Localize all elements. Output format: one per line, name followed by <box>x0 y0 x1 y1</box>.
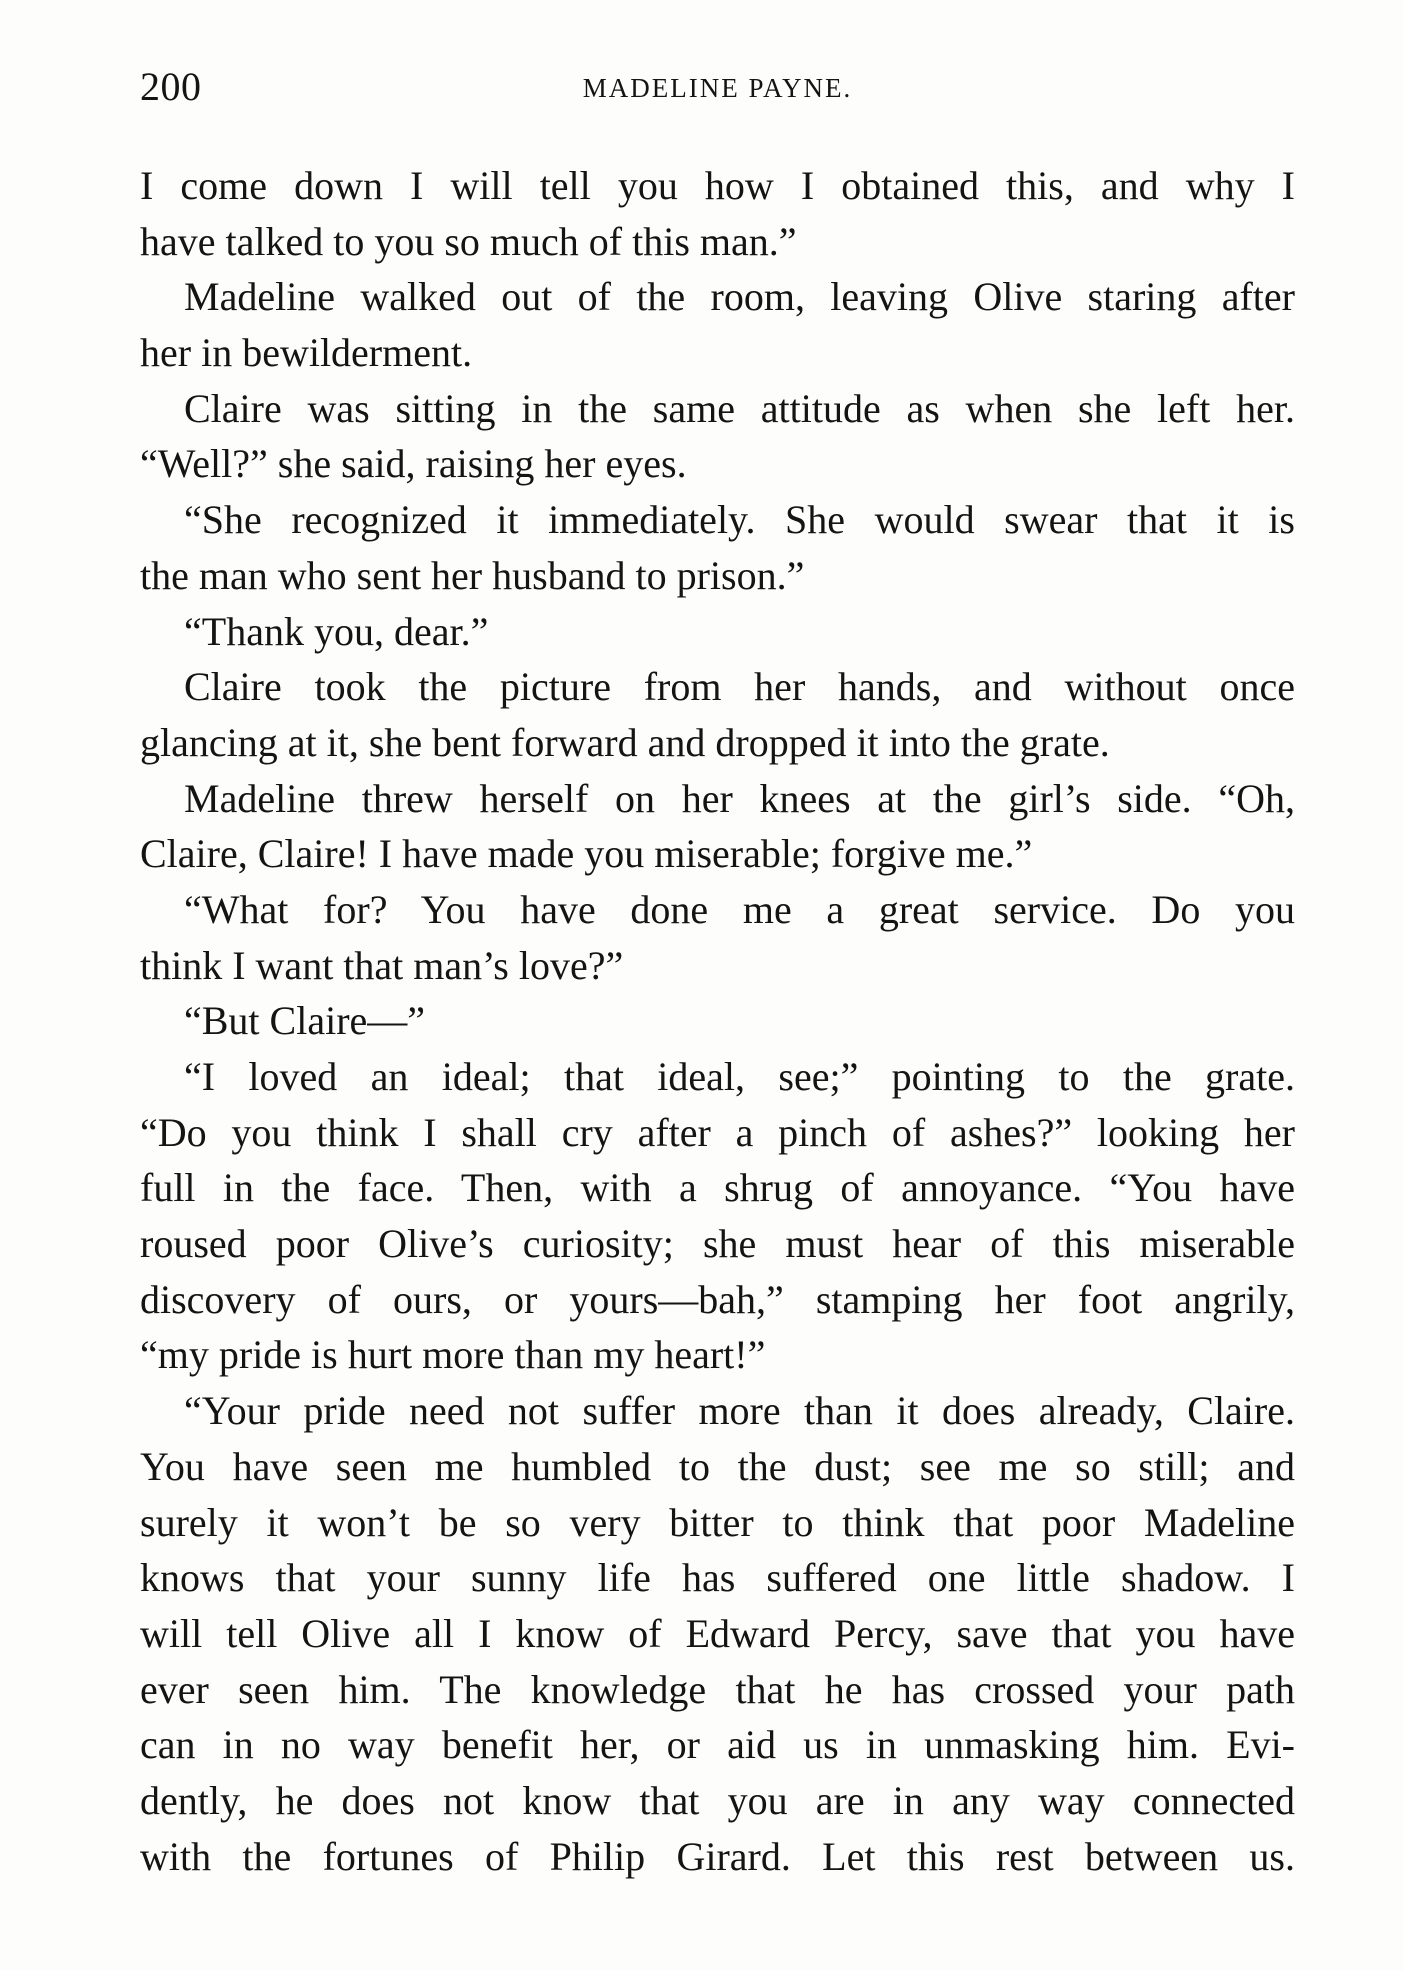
text-line: ever seen him. The knowledge that he has crossed your path <box>140 1666 1295 1712</box>
text-line: “my pride is hurt more than my heart!” <box>140 1332 766 1378</box>
text-line: “Do you think I shall cry after a pinch of ashes?” looking her <box>140 1109 1295 1155</box>
text-line: I come down I will tell you how I obtained this, and why I <box>140 163 1295 208</box>
text-line: will tell Olive all I know of Edward Percy, save that you have <box>140 1610 1295 1656</box>
text-line: can in no way benefit her, or aid us in unmasking him. Evi- <box>140 1722 1295 1768</box>
text-line: Madeline walked out of the room, leaving Olive staring after <box>184 274 1295 320</box>
text-line: You have seen me humbled to the dust; see me so still; and <box>140 1443 1295 1489</box>
text-line: roused poor Olive’s curiosity; she must hear of this miserable <box>140 1221 1295 1267</box>
page-number: 200 <box>140 64 202 109</box>
text-line: glancing at it, she bent forward and dropped it into the grate. <box>140 719 1110 765</box>
text-line: “Your pride need not suffer more than it does already, Claire. <box>184 1388 1295 1434</box>
text-line: “She recognized it immediately. She would swear that it is <box>184 497 1295 543</box>
text-line: Claire, Claire! I have made you miserable; forgive me.” <box>140 831 1033 877</box>
text-line: the man who sent her husband to prison.” <box>140 552 805 598</box>
text-line: knows that your sunny life has suffered one little shadow. I <box>140 1555 1295 1601</box>
running-head <box>140 62 1295 112</box>
book-title: MADELINE PAYNE. <box>582 73 853 103</box>
text-line: “Thank you, dear.” <box>184 608 489 654</box>
text-line: “What for? You have done me a great service. Do you <box>184 886 1295 932</box>
text-line: think I want that man’s love?” <box>140 942 624 988</box>
body-text <box>140 158 1295 1884</box>
text-line: “I loved an ideal; that ideal, see;” pointing to the grate. <box>184 1054 1295 1099</box>
text-line: surely it won’t be so very bitter to think that poor Madeline <box>140 1499 1295 1545</box>
text-line: Claire took the picture from her hands, and without once <box>184 664 1295 710</box>
text-line: “But Claire—” <box>184 998 426 1044</box>
text-line: “Well?” she said, raising her eyes. <box>140 441 687 487</box>
text-line: Claire was sitting in the same attitude as when she left her. <box>184 385 1295 431</box>
text-line: with the fortunes of Philip Girard. Let this rest between us. <box>140 1833 1295 1879</box>
text-line: full in the face. Then, with a shrug of annoyance. “You have <box>140 1165 1295 1211</box>
text-line: dently, he does not know that you are in any way connected <box>140 1777 1295 1823</box>
text-line: her in bewilderment. <box>140 330 473 376</box>
text-line: have talked to you so much of this man.” <box>140 218 797 264</box>
text-line: Madeline threw herself on her knees at the girl’s side. “Oh, <box>184 775 1295 821</box>
text-line: discovery of ours, or yours—bah,” stamping her foot angrily, <box>140 1276 1295 1322</box>
